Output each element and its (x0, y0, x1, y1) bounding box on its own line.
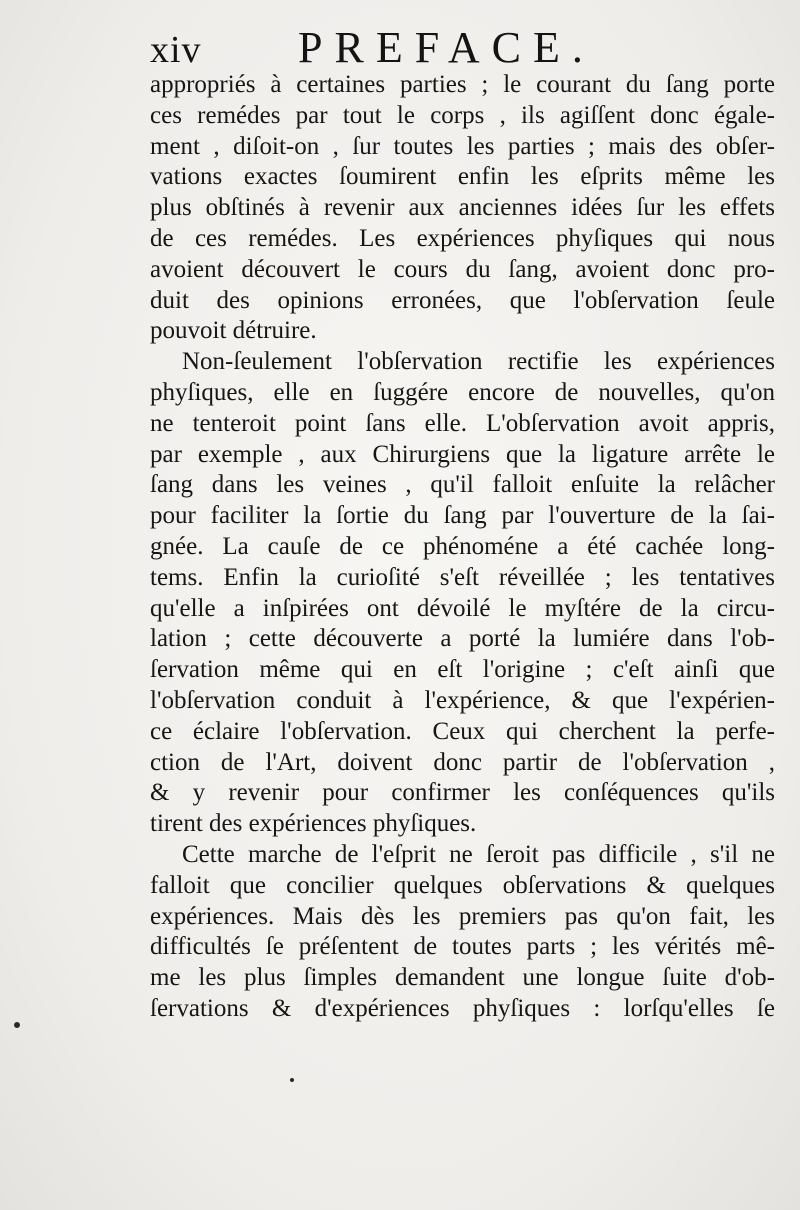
ink-speck (290, 1078, 294, 1082)
text-line: avoient découvert le cours du ſang, avoient donc pro- (150, 255, 775, 283)
text-line: phyſiques, elle en ſuggére encore de nouvelles, qu'on (150, 378, 775, 406)
text-line: ſervation même qui en eſt l'origine ; c'eſt ainſi que (150, 656, 775, 684)
body-text (150, 70, 775, 1025)
text-line: ce éclaire l'obſervation. Ceux qui cherchent la perfe- (150, 717, 775, 745)
page-number: xiv (150, 29, 202, 71)
text-line: Non-ſeulement l'obſervation rectifie les expériences (182, 348, 775, 376)
text-line: duit des opinions erronées, que l'obſervation ſeule (150, 286, 775, 314)
text-line: Cette marche de l'eſprit ne ſeroit pas difficile , s'il ne (182, 840, 775, 868)
text-line: ſervations & d'expériences phyſiques : lorſqu'elles ſe (150, 994, 775, 1022)
text-line: tems. Enfin la curioſité s'eſt réveillée ; les tentatives (150, 563, 775, 591)
text-line: plus obſtinés à revenir aux anciennes idées ſur les effets (150, 194, 775, 222)
text-line: l'obſervation conduit à l'expérience, & que l'expérien- (150, 686, 775, 714)
text-line: me les plus ſimples demandent une longue ſuite d'ob- (150, 964, 775, 992)
text-line: expériences. Mais dès les premiers pas qu'on fait, les (150, 902, 775, 930)
text-line: de ces remédes. Les expériences phyſiques qui nous (150, 224, 775, 252)
ink-speck (14, 1022, 20, 1028)
text-line: & y revenir pour confirmer les conſéquences qu'ils (150, 779, 775, 807)
text-line: qu'elle a inſpirées ont dévoilé le myſtére de la circu- (150, 594, 775, 622)
text-line: par exemple , aux Chirurgiens que la ligature arrête le (150, 440, 775, 468)
text-line: ment , diſoit-on , ſur toutes les parties ; mais des obſer- (150, 132, 775, 160)
text-line: ne tenteroit point ſans elle. L'obſervation avoit appris, (150, 409, 775, 437)
text-line: vations exactes ſoumirent enfin les eſprits même les (150, 163, 775, 191)
text-line: ces remédes par tout le corps , ils agiſſent donc égale- (150, 101, 775, 129)
text-line: appropriés à certaines parties ; le courant du ſang porte (150, 71, 775, 98)
text-line: pouvoit détruire. (150, 317, 317, 345)
running-head: PREFACE. (298, 23, 595, 72)
text-line: ction de l'Art, doivent donc partir de l'obſervation , (150, 748, 775, 776)
text-line: pour faciliter la ſortie du ſang par l'ouverture de la ſai- (150, 502, 775, 530)
text-line: lation ; cette découverte a porté la lumiére dans l'ob- (150, 625, 775, 653)
text-line: gnée. La cauſe de ce phénoméne a été cachée long- (150, 532, 775, 560)
text-line: difficultés ſe préſentent de toutes parts ; les vérités mê- (150, 933, 775, 961)
text-line: ſang dans les veines , qu'il falloit enſuite la relâcher (150, 471, 775, 499)
text-line: tirent des expériences phyſiques. (150, 810, 477, 838)
text-line: falloit que concilier quelques obſervations & quelques (150, 871, 775, 899)
